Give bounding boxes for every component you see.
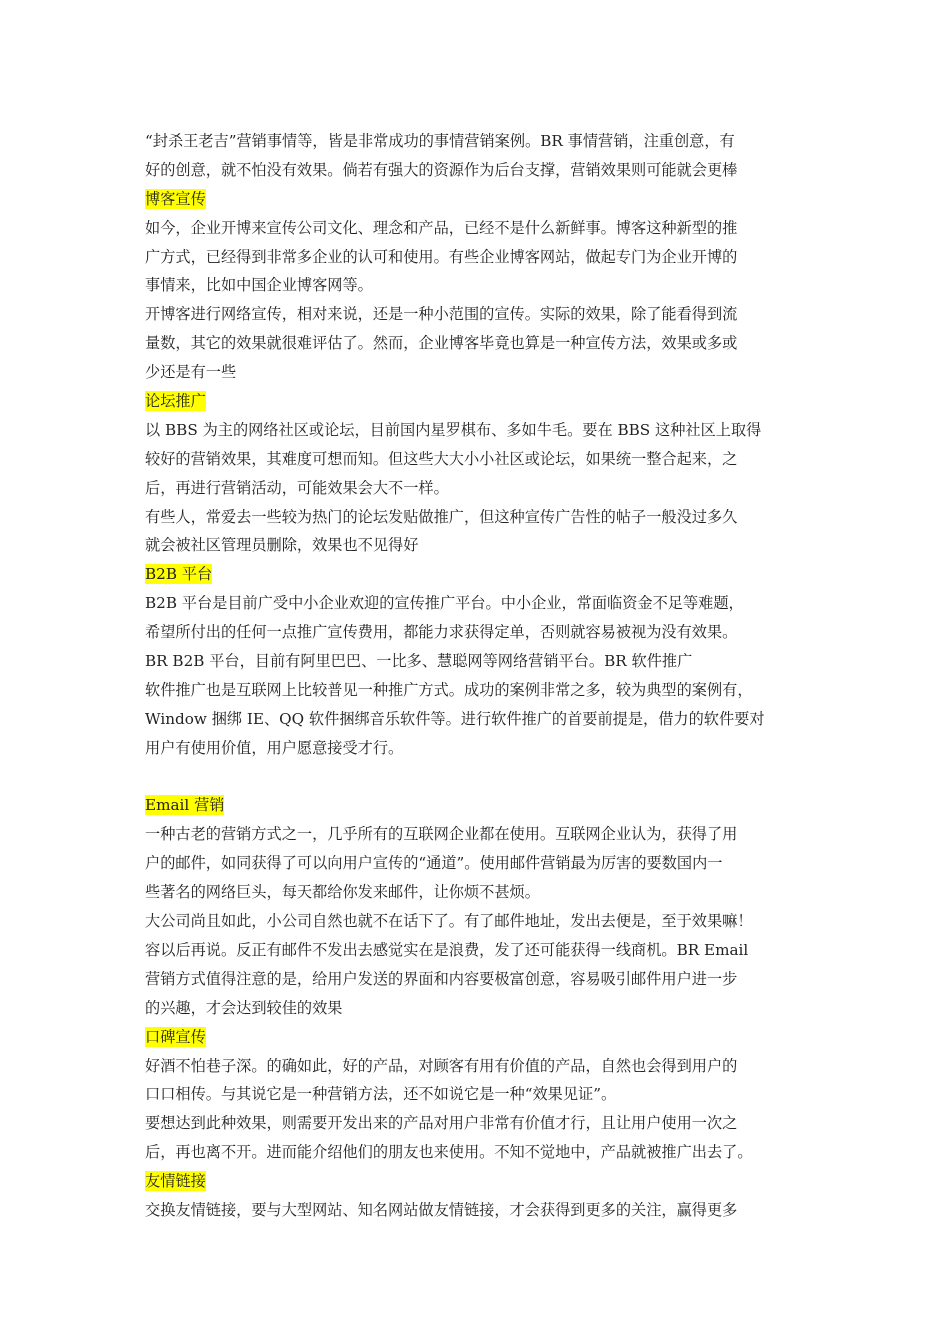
text-line: BR B2B 平台，目前有阿里巴巴、一比多、慧聪网等网络营销平台。BR 软件推广 <box>145 652 693 671</box>
blank-line <box>145 763 815 792</box>
text-line: 少还是有一些 <box>145 363 237 382</box>
section-heading <box>145 185 815 214</box>
section-heading <box>145 560 815 589</box>
text-line: 户的邮件，如同获得了可以向用户宣传的“通道”。使用邮件营销最为厉害的要数国内一 <box>145 854 723 873</box>
text-line: 用户有使用价值，用户愿意接受才行。 <box>145 738 404 757</box>
text-line: “封杀王老吉”营销事情等，皆是非常成功的事情营销案例。BR 事情营销，注重创意，有 <box>145 132 735 150</box>
section-heading-text: 口碑宣传 <box>145 1027 206 1046</box>
section-heading-text: 论坛推广 <box>145 392 206 411</box>
text-line: 以 BBS 为主的网络社区或论坛，目前国内星罗棋布、多如牛毛。要在 BBS 这种社区上取得 <box>145 420 762 439</box>
text-line: 事情来，比如中国企业博客网等。 <box>145 276 373 295</box>
text-line: 后，再也离不开。进而能介绍他们的朋友也来使用。不知不觉地中，产品就被推广出去了。 <box>145 1143 753 1162</box>
text-line: 有些人，常爱去一些较为热门的论坛发贴做推广，但这种宣传广告性的帖子一般没过多久 <box>145 507 738 526</box>
text-line: 容以后再说。反正有邮件不发出去感觉实在是浪费，发了还可能获得一线商机。BR Email <box>145 940 749 959</box>
text-line: 量数，其它的效果就很难评估了。然而，企业博客毕竟也算是一种宣传方法，效果或多或 <box>145 334 738 353</box>
section-heading <box>145 791 815 820</box>
document-page <box>145 127 815 1225</box>
section-heading-text: 友情链接 <box>145 1172 206 1191</box>
text-line: 开博客进行网络宣传，相对来说，还是一种小范围的宣传。实际的效果，除了能看得到流 <box>145 305 738 324</box>
text-line: 些著名的网络巨头，每天都给你发来邮件，让你烦不甚烦。 <box>145 883 540 902</box>
text-line: 广方式，已经得到非常多企业的认可和使用。有些企业博客网站，做起专门为企业开博的 <box>145 247 738 266</box>
section-heading <box>145 1023 815 1052</box>
text-line: 较好的营销效果，其难度可想而知。但这些大大小小社区或论坛，如果统一整合起来，之 <box>145 449 738 468</box>
section-heading-text: B2B 平台 <box>145 565 213 584</box>
text-line: 交换友情链接，要与大型网站、知名网站做友情链接，才会获得到更多的关注，赢得更多 <box>145 1200 738 1219</box>
text-line: 一种古老的营销方式之一，几乎所有的互联网企业都在使用。互联网企业认为，获得了用 <box>145 825 738 844</box>
section-heading-text: Email 营销 <box>145 796 225 815</box>
text-line: 软件推广也是互联网上比较普见一种推广方式。成功的案例非常之多，较为典型的案例有， <box>145 680 753 699</box>
text-line: 好酒不怕巷子深。的确如此，好的产品，对顾客有用有价值的产品，自然也会得到用户的 <box>145 1056 738 1075</box>
text-line: 如今，企业开博来宣传公司文化、理念和产品，已经不是什么新鲜事。博客这种新型的推 <box>145 218 738 237</box>
text-line: 大公司尚且如此，小公司自然也就不在话下了。有了邮件地址，发出去便是，至于效果嘛！ <box>145 912 753 931</box>
text-line: Window 捆绑 IE、QQ 软件捆绑音乐软件等。进行软件推广的首要前提是，借力的软件要对 <box>145 709 765 728</box>
text-line: 就会被社区管理员删除，效果也不见得好 <box>145 536 419 555</box>
text-line: B2B 平台是目前广受中小企业欢迎的宣传推广平台。中小企业，常面临资金不足等难题， <box>145 594 744 613</box>
section-heading <box>145 387 815 416</box>
text-line: 好的创意，就不怕没有效果。倘若有强大的资源作为后台支撑，营销效果则可能就会更棒 <box>145 160 738 179</box>
section-heading <box>145 1167 815 1196</box>
text-line: 营销方式值得注意的是，给用户发送的界面和内容要极富创意，容易吸引邮件用户进一步 <box>145 969 738 988</box>
text-line: 口口相传。与其说它是一种营销方法，还不如说它是一种“效果见证”。 <box>145 1085 617 1104</box>
section-heading-text: 博客宣传 <box>145 189 206 208</box>
text-line: 要想达到此种效果，则需要开发出来的产品对用户非常有价值才行，且让用户使用一次之 <box>145 1114 738 1133</box>
text-line: 后，再进行营销活动，可能效果会大不一样。 <box>145 478 449 497</box>
text-line: 的兴趣，才会达到较佳的效果 <box>145 998 343 1017</box>
text-line: 希望所付出的任何一点推广宣传费用，都能力求获得定单，否则就容易被视为没有效果。 <box>145 623 738 642</box>
